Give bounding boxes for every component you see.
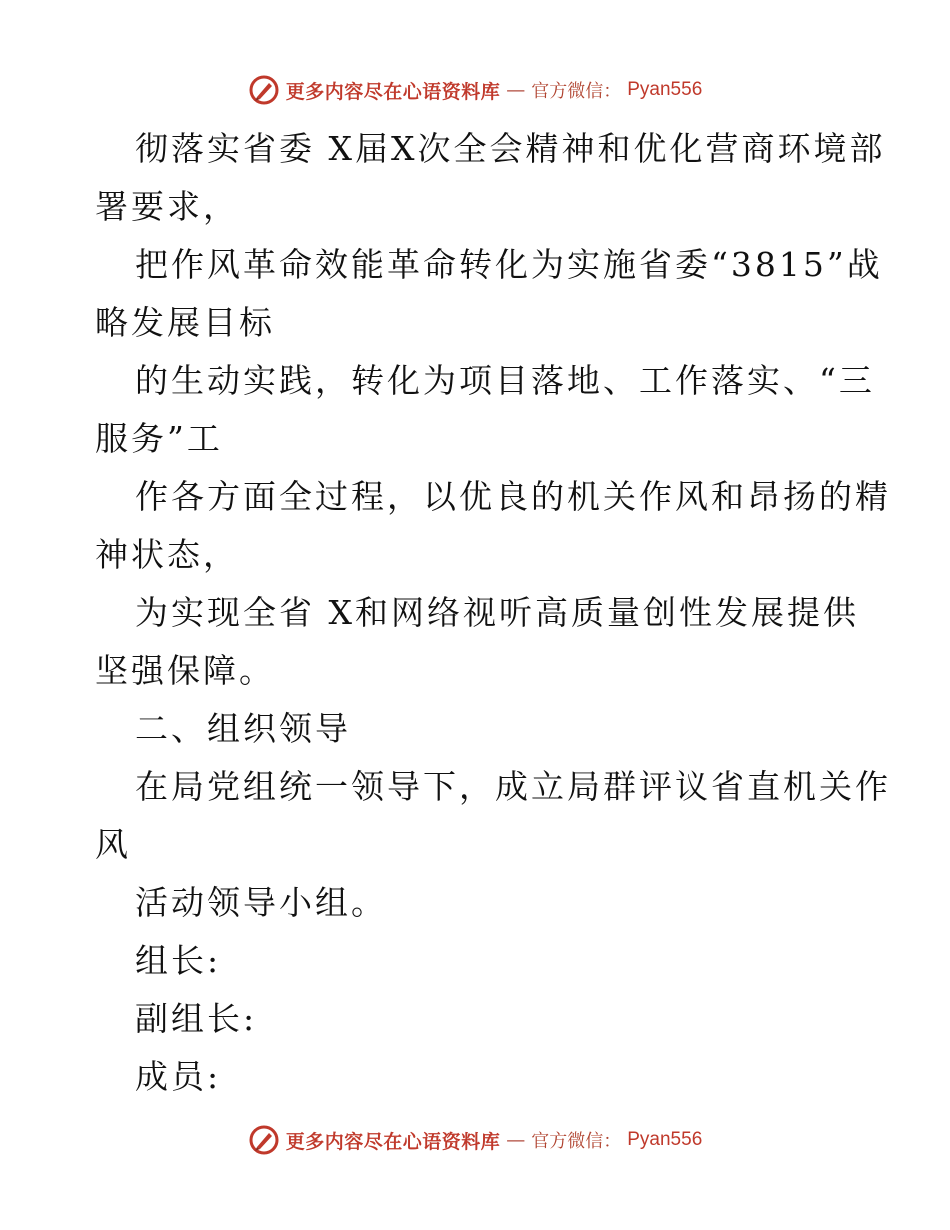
watermark-dash: — (506, 79, 526, 101)
text-line: 作各方面全过程，以优良的机关作风和昂扬的精 (135, 477, 891, 516)
watermark-main-text: 更多内容尽在心语资料库 (285, 80, 501, 103)
text-line: 把作风革命效能革命转化为实施省委“3815”战 (135, 245, 883, 284)
watermark-wechat-label: 官方微信： (531, 81, 622, 102)
text-line: 在局党组统一领导下，成立局群评议省直机关作 (135, 767, 891, 806)
text-line: 服务”工 (95, 419, 223, 458)
watermark-header (0, 70, 950, 110)
watermark-main-text: 更多内容尽在心语资料库 (285, 1130, 501, 1153)
pen-logo-icon (248, 74, 280, 106)
text-line: 风 (95, 825, 131, 864)
text-line: 的生动实践，转化为项目落地、工作落实、“三 (135, 361, 875, 400)
watermark-wechat-label: 官方微信： (531, 1131, 622, 1152)
watermark-wechat-id: Pyan556 (627, 79, 703, 100)
watermark-footer (0, 1120, 950, 1160)
members-label: 成员: (135, 1057, 222, 1096)
text-line: 略发展目标 (95, 303, 275, 342)
text-line: 坚强保障。 (95, 651, 275, 690)
section-heading: 二、组织领导 (135, 709, 351, 748)
text-line: 彻落实省委 X届X次全会精神和优化营商环境部 (135, 129, 886, 168)
pen-logo-icon (248, 1124, 280, 1156)
deputy-leader-label: 副组长: (135, 999, 258, 1038)
text-line: 为实现全省 X和网络视听高质量创性发展提供 (135, 593, 859, 632)
text-line: 神状态， (95, 535, 239, 574)
watermark-wechat-id: Pyan556 (627, 1129, 703, 1150)
document-body (95, 120, 891, 1106)
text-line: 署要求， (95, 187, 239, 226)
text-line: 活动领导小组。 (135, 883, 387, 922)
watermark-dash: — (506, 1129, 526, 1151)
leader-label: 组长: (135, 941, 222, 980)
